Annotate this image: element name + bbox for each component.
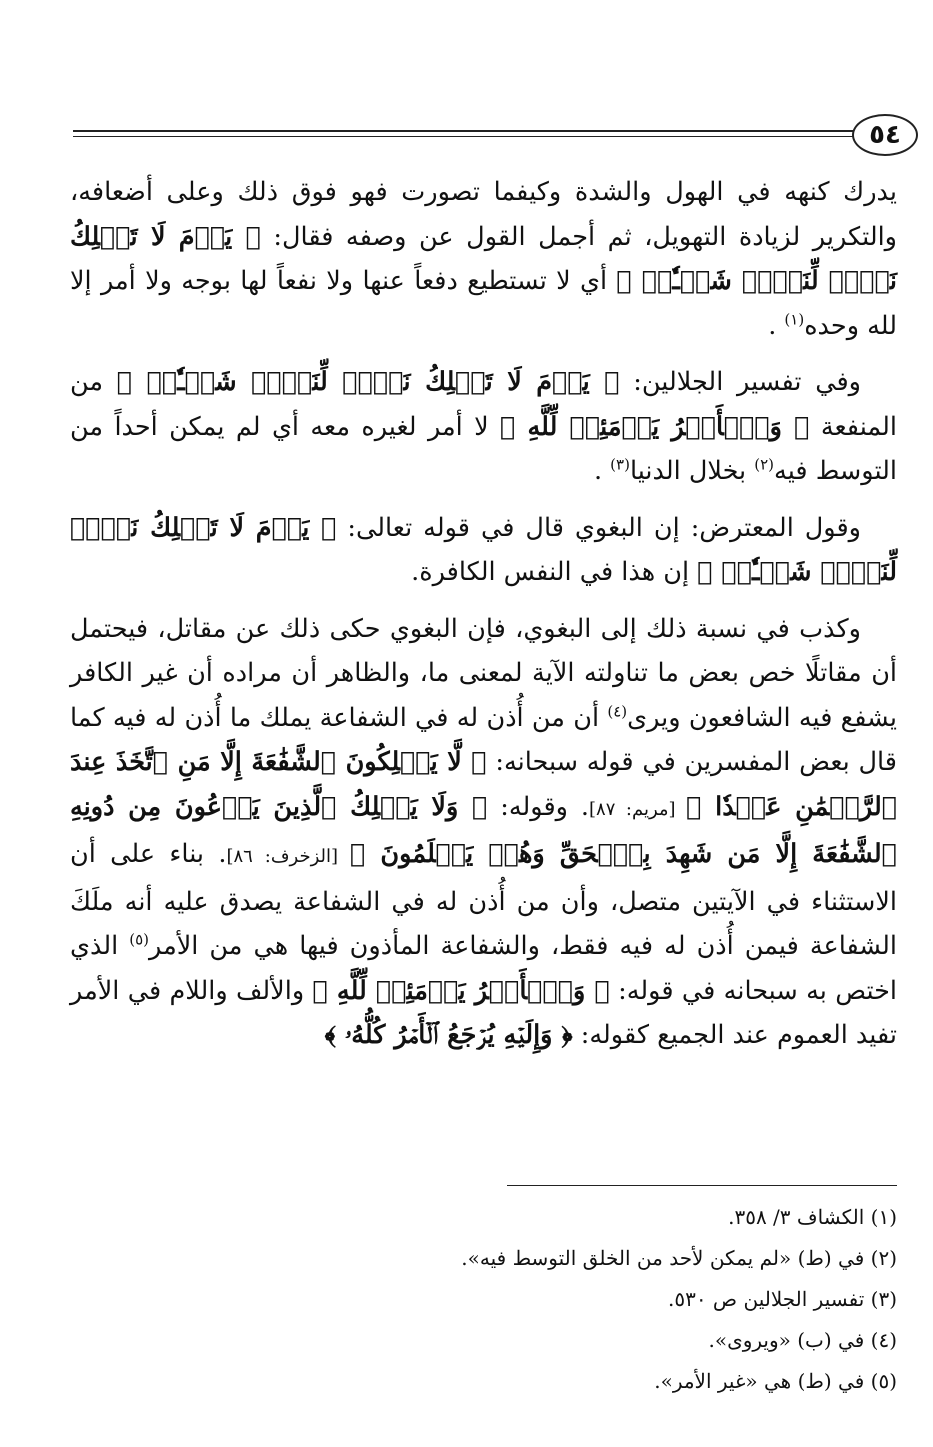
header-rule-secondary	[73, 136, 855, 137]
text: .	[593, 456, 611, 486]
text: . وقوله:	[487, 791, 589, 822]
quran-verse: ﴿ وَلَا يَمۡلِكُ ٱلَّذِينَ يَدۡعُونَ مِن دُونِهِ ٱلشَّفَٰعَةَ إِلَّا مَن شَهِدَ بِٱلۡحَقِّ وَهُمۡ يَعۡلَمُونَ ﴾	[70, 791, 897, 869]
text: . بناء على أن الاستثناء في الآيتين متصل، وأن من أُذن له في الشفاعة يصدق عليه أنه ملَكَ الشفاعة فيمن أُذن له فيه فقط، والشفاعة المأذون فيها هي من الأمر	[70, 839, 897, 961]
text: لا أمر لغيره معه أي لم يمكن أحداً من التوسط فيه	[70, 411, 897, 486]
quran-verse: ﴿ وَٱلۡأَمۡرُ يَوۡمَئِذٖ لِّلَّهِ ﴾	[312, 975, 610, 1006]
text: وقول المعترض: إن البغوي قال في قوله تعالى:	[336, 512, 861, 543]
text: .	[768, 310, 785, 341]
quran-verse: ﴿ وَٱلۡأَمۡرُ يَوۡمَئِذٖ لِّلَّهِ ﴾	[500, 411, 810, 442]
header-rule	[73, 130, 855, 132]
footnote-marker: (٥)	[129, 930, 150, 949]
footnote-3: (٣) تفسير الجلالين ص ٥٣٠.	[667, 1287, 897, 1311]
footnote-marker: (٢)	[754, 455, 775, 474]
paragraph-1	[70, 170, 897, 348]
surah-reference: [الزخرف: ٨٦]	[226, 846, 350, 867]
footnote-marker: (٤)	[607, 702, 628, 720]
text: أي لا تستطيع دفعاً عنها ولا نفعاً لها بوجه ولا أمر إلا لله وحده	[70, 266, 897, 341]
paragraph-2	[70, 360, 897, 494]
text: أن من أُذن له في الشفاعة يملك ما أُذن له فيه كما قال بعض المفسرين في قوله سبحانه:	[70, 702, 897, 777]
footnotes	[100, 1200, 897, 1405]
text: وفي تفسير الجلالين:	[619, 367, 861, 397]
text: الذي اختص به سبحانه في قوله:	[70, 931, 897, 1006]
footnote-marker: (٣)	[610, 455, 630, 474]
quran-verse: ﴿ يَوۡمَ لَا تَمۡلِكُ نَفۡسٞ لِّنَفۡسٖ شَيۡـٔٗاۖ ﴾	[70, 512, 897, 587]
text: إن هذا في النفس الكافرة.	[411, 557, 698, 587]
quran-verse: ﴿ يَوۡمَ لَا تَمۡلِكُ نَفۡسٞ لِّنَفۡسٖ شَيۡـٔٗاۖ ﴾	[70, 221, 897, 296]
text: والألف واللام في الأمر تفيد العموم عند الجميع كقوله:	[70, 975, 897, 1050]
paragraph-4	[70, 607, 897, 1058]
surah-reference: [مريم: ٨٧]	[589, 798, 687, 820]
quran-verse: ﴿ وَإِلَيۡهِ يُرۡجَعُ ٱلۡأَمۡرُ كُلُّهُۥ ﴾	[324, 1020, 573, 1050]
footnote-separator	[507, 1185, 897, 1186]
footnote-1: (١) الكشاف ٣/ ٣٥٨.	[728, 1205, 897, 1229]
main-text	[70, 170, 897, 1070]
page-number: ٥٤	[852, 114, 918, 156]
footnote-marker: (١)	[784, 310, 805, 328]
quran-verse: ﴿ يَوۡمَ لَا تَمۡلِكُ نَفۡسٞ لِّنَفۡسٖ شَيۡـٔٗاۖ ﴾	[116, 367, 620, 397]
footnote-4: (٤) في (ب) «ويروى».	[708, 1328, 897, 1352]
text: وكذب في نسبة ذلك إلى البغوي، فإن البغوي حكى ذلك عن مقاتل، فيحتمل أن مقاتلًا خص بعض ما تناولته الآية لمعنى ما، والظاهر أن مراده أن غير الكافر يشفع فيه الشافعون ويرى	[70, 613, 897, 733]
text: يدرك كنهه في الهول والشدة وكيفما تصورت فهو فوق ذلك وعلى أضعافه، والتكرير لزيادة التهويل، ثم أجمل القول عن وصفه فقال:	[70, 177, 897, 252]
footnote-2: (٢) في (ط) «لم يمكن لأحد من الخلق التوسط فيه».	[461, 1246, 897, 1270]
paragraph-3	[70, 506, 897, 595]
footnote-5: (٥) في (ط) هي «غير الأمر».	[654, 1369, 897, 1393]
quran-verse: ﴿ لَّا يَمۡلِكُونَ ٱلشَّفَٰعَةَ إِلَّا مَنِ ٱتَّخَذَ عِندَ ٱلرَّحۡمَٰنِ عَهۡدٗا ﴾	[70, 747, 898, 822]
text: من المنفعة	[70, 367, 897, 442]
text: بخلال الدنيا	[629, 456, 755, 486]
